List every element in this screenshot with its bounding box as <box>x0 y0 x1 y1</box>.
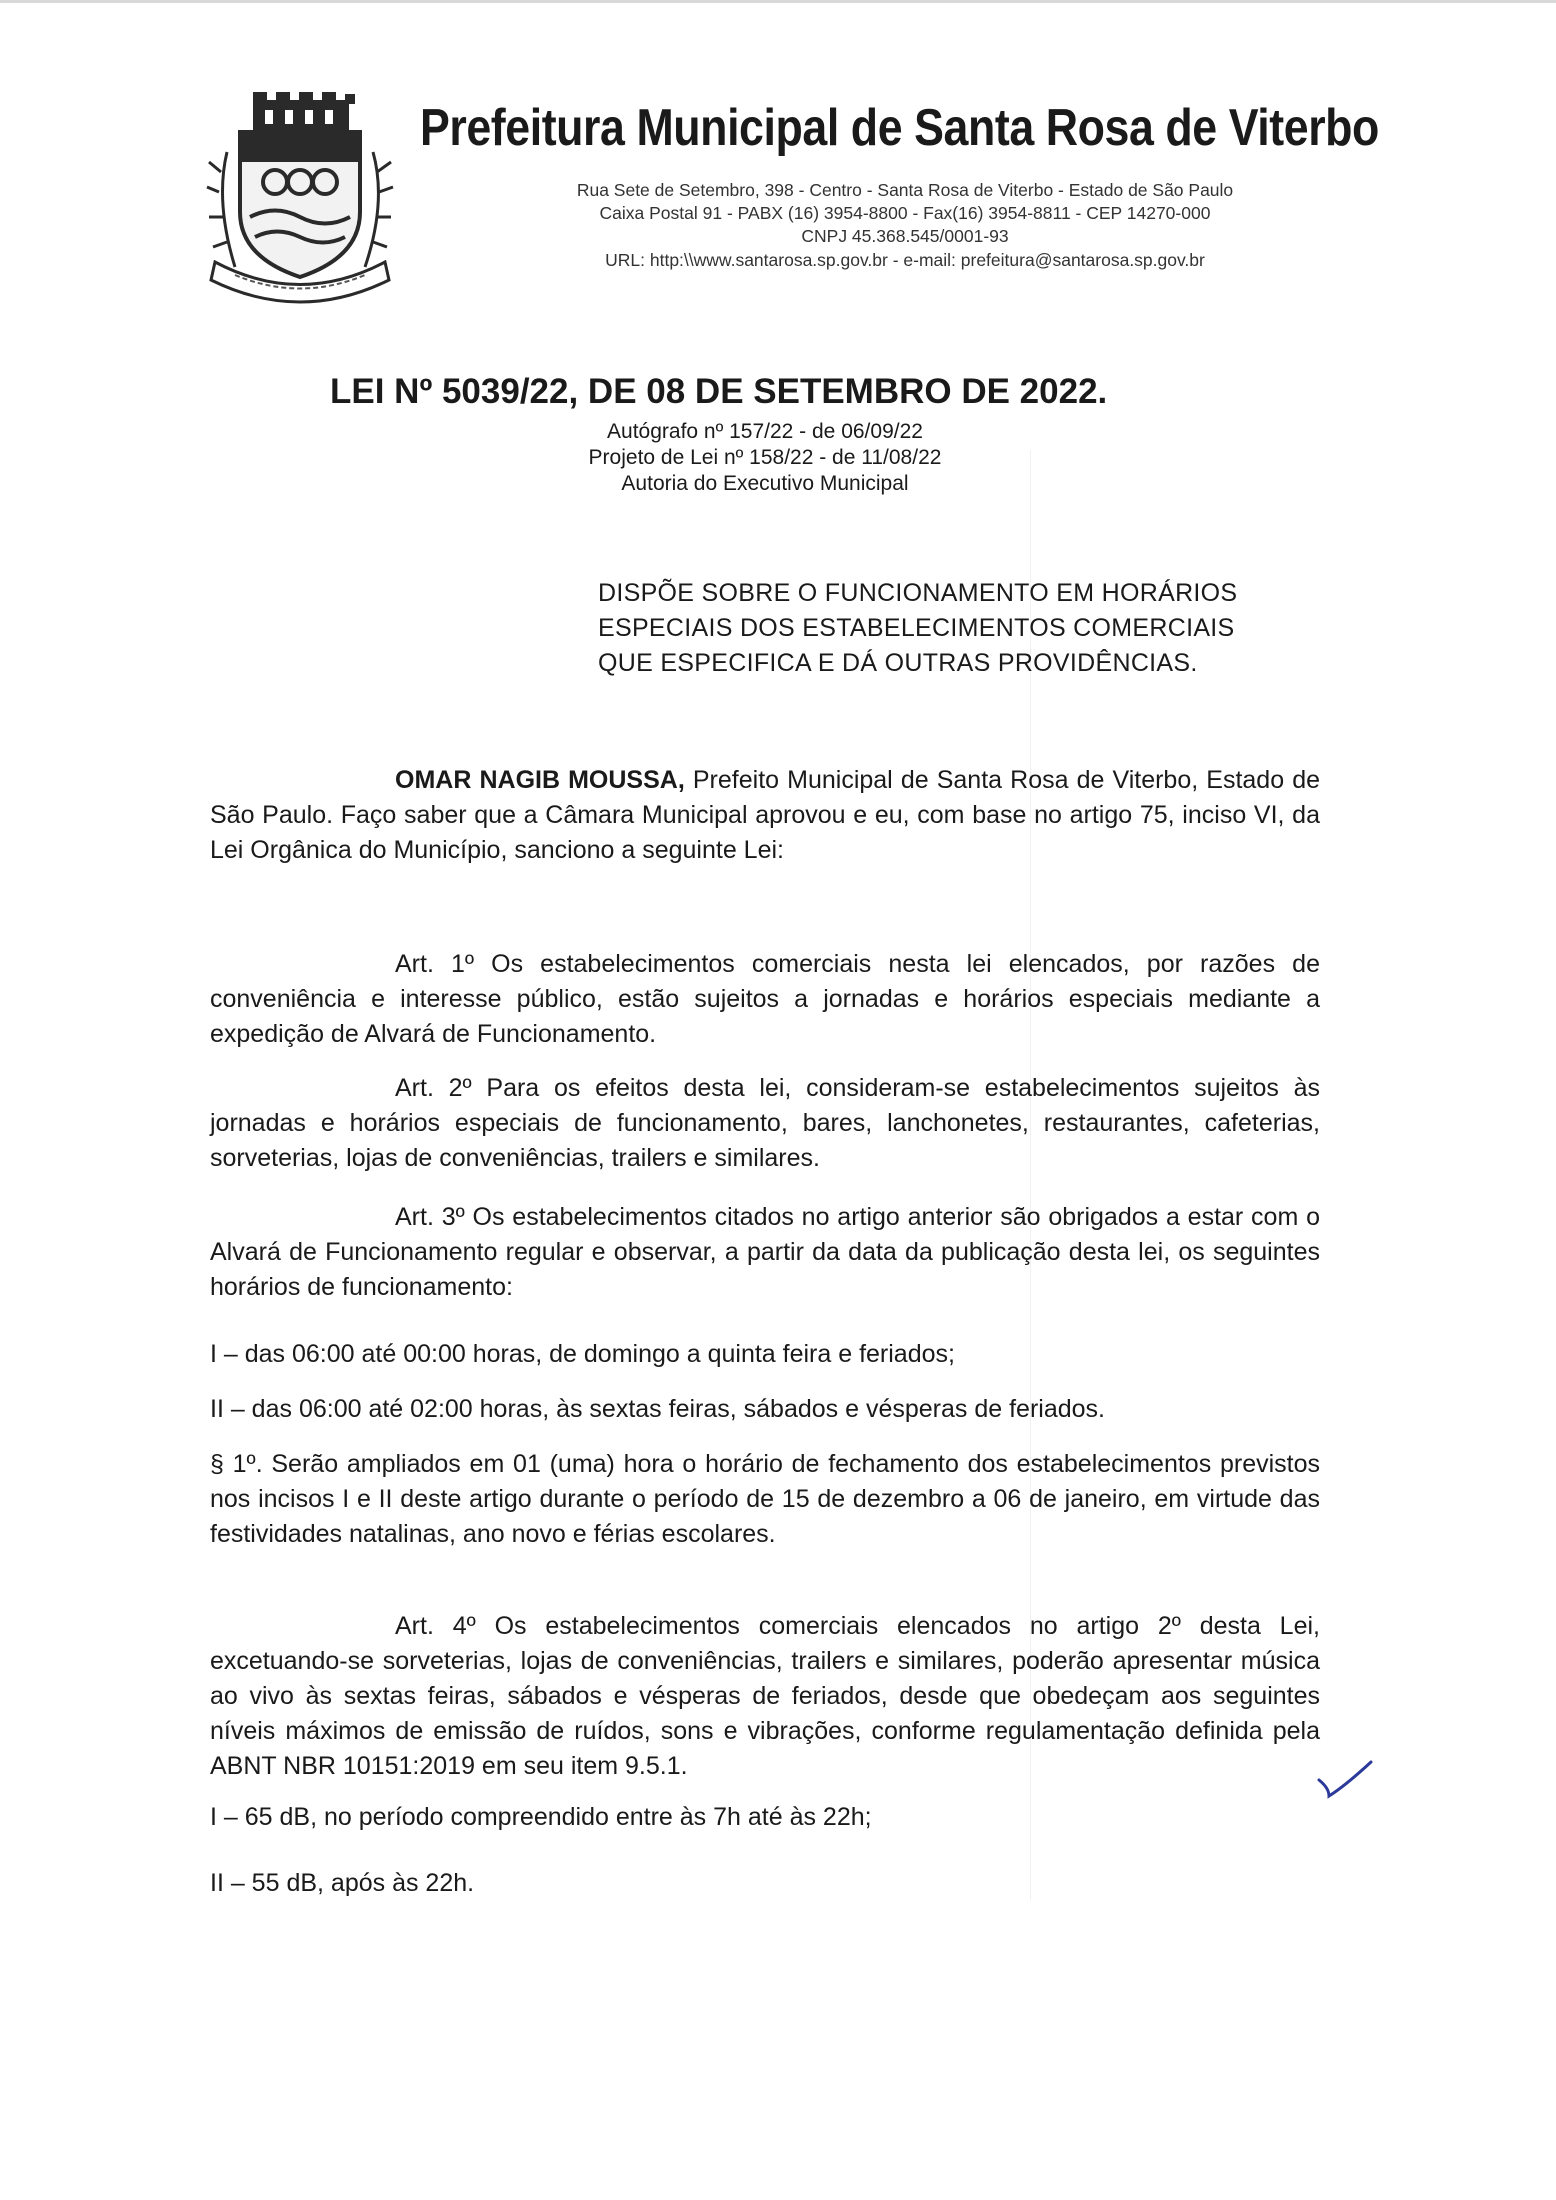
article-2: Art. 2º Para os efeitos desta lei, consideram-se estabelecimentos sujeitos às jornadas e horários especiais de funcionamento, bares, lanchonetes, restaurantes, cafeterias, sorveterias, lojas de conveniências, trailers e similares. <box>210 1074 1320 1172</box>
article-4-item-i: I – 65 dB, no período compreendido entre às 7h até às 22h; <box>210 1803 872 1831</box>
preamble <box>210 763 1320 868</box>
url-line: URL: http:\\www.santarosa.sp.gov.br - e-mail: prefeitura@santarosa.sp.gov.br <box>605 250 1205 270</box>
mayor-name: OMAR NAGIB MOUSSA, <box>395 766 685 794</box>
address-line: Rua Sete de Setembro, 398 - Centro - Santa Rosa de Viterbo - Estado de São Paulo <box>576 180 1234 200</box>
article-3-item-ii: II – das 06:00 até 02:00 horas, às sextas feiras, sábados e vésperas de feriados. <box>210 1395 1105 1423</box>
law-title: LEI Nº 5039/22, DE 08 DE SETEMBRO DE 2022. <box>330 372 1108 411</box>
autoria-line: Autoria do Executivo Municipal <box>621 472 909 495</box>
article-3-item-i: I – das 06:00 até 00:00 horas, de domingo a quinta feira e feriados; <box>210 1340 955 1368</box>
article-3: Art. 3º Os estabelecimentos citados no artigo anterior são obrigados a estar com o Alvará de Funcionamento regular e observar, a partir da data da publicação desta lei, os seguintes horários de funcionamento: <box>210 1203 1320 1301</box>
ementa <box>598 576 1378 681</box>
ementa-line: ESPECIAIS DOS ESTABELECIMENTOS COMERCIAIS <box>598 614 1235 642</box>
cnpj-line: CNPJ 45.368.545/0001-93 <box>801 226 1009 246</box>
article-3-paragraph-1: § 1º. Serão ampliados em 01 (uma) hora o horário de fechamento dos estabelecimentos previstos nos incisos I e II deste artigo durante o período de 15 de dezembro a 06 de janeiro, em virtude das festividades natalinas, ano novo e férias escolares. <box>210 1450 1320 1548</box>
contact-line: Caixa Postal 91 - PABX (16) 3954-8800 - Fax(16) 3954-8811 - CEP 14270-000 <box>599 203 1211 223</box>
municipal-coat-of-arms <box>205 92 395 307</box>
article-1: Art. 1º Os estabelecimentos comerciais nesta lei elencados, por razões de conveniência e interesse público, estão sujeitos a jornadas e horários especiais mediante a expedição de Alvará de Funcionamento. <box>210 950 1320 1048</box>
preamble-text: Prefeito Municipal de Santa Rosa de Viterbo, Estado de São Paulo. Faço saber que a Câmara Municipal aprovou e eu, com base no artigo 75, inciso VI, da Lei Orgânica do Município, sanciono a seguinte Lei: <box>210 766 1321 864</box>
scan-edge <box>0 0 1556 3</box>
projeto-line: Projeto de Lei nº 158/22 - de 11/08/22 <box>588 446 942 469</box>
article-4: Art. 4º Os estabelecimentos comerciais elencados no artigo 2º desta Lei, excetuando-se sorveterias, lojas de conveniências, trailers e similares, poderão apresentar música ao vivo às sextas feiras, sábados e vésperas de feriados, desde que obedeçam aos seguintes níveis máximos de emissão de ruídos, sons e vibrações, conforme regulamentação definida pela ABNT NBR 10151:2019 em seu item 9.5.1. <box>210 1612 1320 1780</box>
ementa-line: DISPÕE SOBRE O FUNCIONAMENTO EM HORÁRIOS <box>598 579 1238 607</box>
handwritten-check-mark <box>1315 1758 1375 1803</box>
organization-name: Prefeitura Municipal de Santa Rosa de Viterbo <box>420 99 1379 157</box>
ementa-line: QUE ESPECIFICA E DÁ OUTRAS PROVIDÊNCIAS. <box>598 649 1198 677</box>
autografo-line: Autógrafo nº 157/22 - de 06/09/22 <box>607 420 923 443</box>
article-4-item-ii: II – 55 dB, após às 22h. <box>210 1869 475 1897</box>
